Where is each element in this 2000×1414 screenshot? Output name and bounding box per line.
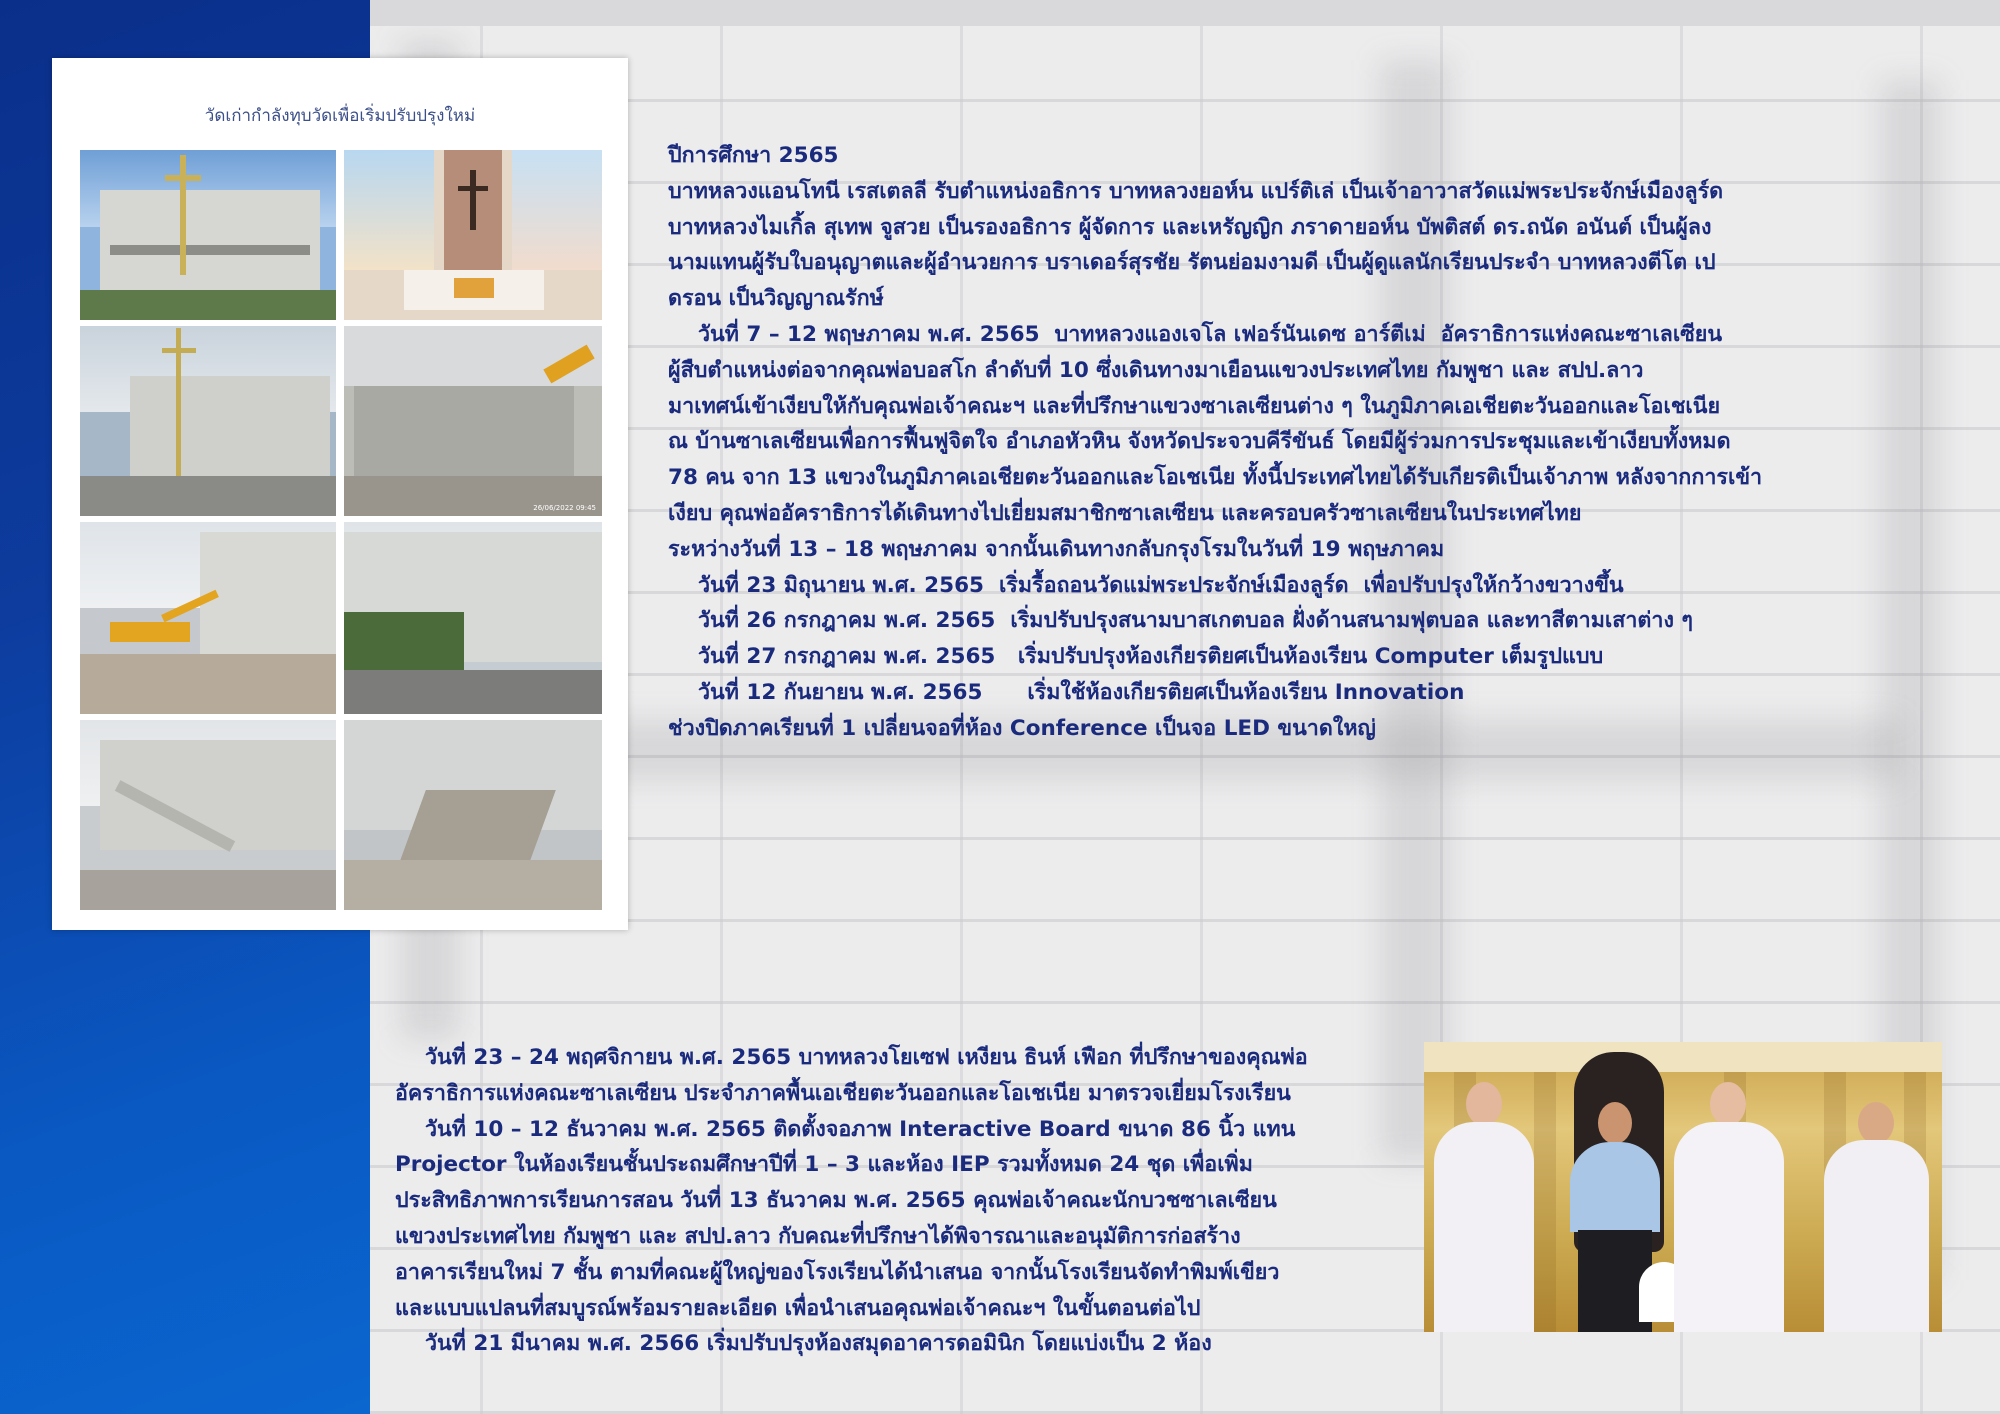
text-line: และแบบแปลนที่สมบูรณ์พร้อมรายละเอียด เพื่อนำเสนอคุณพ่อเจ้าคณะฯ ในขั้นตอนต่อไป bbox=[395, 1295, 1201, 1321]
rubble-ramp-photo bbox=[344, 720, 602, 910]
demolition-excavator-photo bbox=[344, 326, 602, 516]
text-line: เงียบ คุณพ่ออัคราธิการได้เดินทางไปเยี่ยมสมาชิกซาเลเซียน และครอบครัวซาเลเซียนในประเทศไทย bbox=[668, 500, 1582, 526]
text-line: อาคารเรียนใหม่ 7 ชั้น ตามที่คณะผู้ใหญ่ของโรงเรียนได้นำเสนอ จากนั้นโรงเรียนจัดทำพิมพ์เขียว bbox=[395, 1259, 1280, 1285]
text-line: มาเทศน์เข้าเงียบให้กับคุณพ่อเจ้าคณะฯ และที่ปรึกษาแขวงซาเลเซียนต่าง ๆ ในภูมิภาคเอเชียตะวันออกและโอเชเนีย bbox=[668, 393, 1721, 419]
text-line: วันที่ 27 กรกฎาคม พ.ศ. 2565 เริ่มปรับปรุงห้องเกียรติยศเป็นห้องเรียน Computer เต็มรูปแบบ bbox=[668, 644, 1604, 670]
text-line: ผู้สืบตำแหน่งต่อจากคุณพ่อบอสโก ลำดับที่ 10 ซึ่งเดินทางมาเยือนแขวงประเทศไทย กัมพูชา และ สปป.ลาว bbox=[668, 357, 1644, 383]
renovation-photo-card bbox=[52, 58, 628, 930]
altar-mural-photo bbox=[344, 150, 602, 320]
text-line: บาทหลวงไมเกิ้ล สุเทพ จูสวย เป็นรองอธิการ ผู้จัดการ และเหรัญญิก ภราดายอห์น บัพติสต์ ดร.ถนัด อนันต์ เป็นผู้ลง bbox=[668, 214, 1712, 240]
school-building-photo bbox=[344, 522, 602, 714]
text-line: ช่วงปิดภาคเรียนที่ 1 เปลี่ยนจอที่ห้อง Conference เป็นจอ LED ขนาดใหญ่ bbox=[668, 715, 1376, 741]
ramp-building-photo bbox=[80, 720, 336, 910]
ceremony-photo bbox=[1424, 1042, 1942, 1332]
bottom-text-block bbox=[395, 1040, 1415, 1362]
person-figure bbox=[1674, 1082, 1784, 1332]
text-line: อัคราธิการแห่งคณะซาเลเซียน ประจำภาคพื้นเอเชียตะวันออกและโอเชเนีย มาตรวจเยี่ยมโรงเรียน bbox=[395, 1080, 1291, 1106]
photo-card-title: วัดเก่ากำลังทุบวัดเพื่อเริ่มปรับปรุงใหม่ bbox=[204, 106, 476, 126]
text-line: ณ บ้านซาเลเซียนเพื่อการฟื้นฟูจิตใจ อำเภอหัวหิน จังหวัดประจวบคีรีขันธ์ โดยมีผู้ร่วมการประชุมและเข้าเงียบทั้งหมด bbox=[668, 429, 1731, 455]
top-strip bbox=[370, 0, 2000, 26]
text-line: วันที่ 10 – 12 ธันวาคม พ.ศ. 2565 ติดตั้งจอภาพ Interactive Board ขนาด 86 นิ้ว แทน bbox=[395, 1116, 1296, 1142]
church-exterior-photo bbox=[80, 150, 336, 320]
text-line: Projector ในห้องเรียนชั้นประถมศึกษาปีที่ 1 – 3 และห้อง IEP รวมทั้งหมด 24 ชุด เพื่อเพิ่ม bbox=[395, 1152, 1253, 1178]
text-line: แขวงประเทศไทย กัมพูชา และ สปป.ลาว กับคณะที่ปรึกษาได้พิจารณาและอนุมัติการก่อสร้าง bbox=[395, 1223, 1241, 1249]
text-line: วันที่ 26 กรกฎาคม พ.ศ. 2565 เริ่มปรับปรุงสนามบาสเกตบอล ฝั่งด้านสนามฟุตบอล และทาสีตามเสาต่าง ๆ bbox=[668, 608, 1693, 634]
text-line: วันที่ 23 มิถุนายน พ.ศ. 2565 เริ่มรื้อถอนวัดแม่พระประจักษ์เมืองลูร์ด เพื่อปรับปรุงให้กว้างขวางขึ้น bbox=[668, 572, 1624, 598]
text-line: วันที่ 23 – 24 พฤศจิกายน พ.ศ. 2565 บาทหลวงโยเซฟ เหงียน ธินห์ เฟือก ที่ปรึกษาของคุณพ่อ bbox=[395, 1045, 1308, 1070]
text-line: วันที่ 21 มีนาคม พ.ศ. 2566 เริ่มปรับปรุงห้องสมุดอาคารดอมินิก โดยแบ่งเป็น 2 ห้อง bbox=[395, 1331, 1212, 1357]
photo-timestamp: 26/06/2022 09:45 bbox=[533, 504, 596, 512]
text-line: ระหว่างวันที่ 13 – 18 พฤษภาคม จากนั้นเดินทางกลับกรุงโรมในวันที่ 19 พฤษภาคม bbox=[668, 536, 1445, 562]
text-line: 78 คน จาก 13 แขวงในภูมิภาคเอเชียตะวันออกและโอเชเนีย ทั้งนี้ประเทศไทยได้รับเกียรติเป็นเจ้าภาพ หลังจากการเข้า bbox=[668, 465, 1763, 491]
text-line: บาทหลวงแอนโทนี เรสเตลลี รับตำแหน่งอธิการ บาทหลวงยอห์น แปร์ติเล่ เป็นเจ้าอาวาสวัดแม่พระประจักษ์เมืองลูร์ด bbox=[668, 178, 1724, 204]
church-cross-photo bbox=[80, 326, 336, 516]
main-text-block bbox=[668, 138, 1908, 747]
text-line: วันที่ 12 กันยายน พ.ศ. 2565 เริ่มใช้ห้องเกียรติยศเป็นห้องเรียน Innovation bbox=[668, 679, 1465, 705]
text-line: นามแทนผู้รับใบอนุญาตและผู้อำนวยการ บราเดอร์สุรชัย รัตนย่อมงามดี เป็นผู้ดูแลนักเรียนประจำ บาทหลวงตีโต เป bbox=[668, 250, 1716, 276]
excavator-rubble-photo bbox=[80, 522, 336, 714]
text-line: ดรอน เป็นวิญญาณรักษ์ bbox=[668, 286, 884, 312]
text-line: ปีการศึกษา 2565 bbox=[668, 143, 839, 168]
person-figure bbox=[1824, 1102, 1929, 1332]
person-figure bbox=[1434, 1082, 1534, 1332]
text-line: วันที่ 7 – 12 พฤษภาคม พ.ศ. 2565 บาทหลวงแองเจโล เฟอร์นันเดซ อาร์ตีเม่ อัคราธิการแห่งคณะซาเลเซียน bbox=[668, 321, 1723, 347]
text-line: ประสิทธิภาพการเรียนการสอน วันที่ 13 ธันวาคม พ.ศ. 2565 คุณพ่อเจ้าคณะนักบวชซาเลเซียน bbox=[395, 1188, 1277, 1214]
photo-grid bbox=[80, 150, 602, 910]
